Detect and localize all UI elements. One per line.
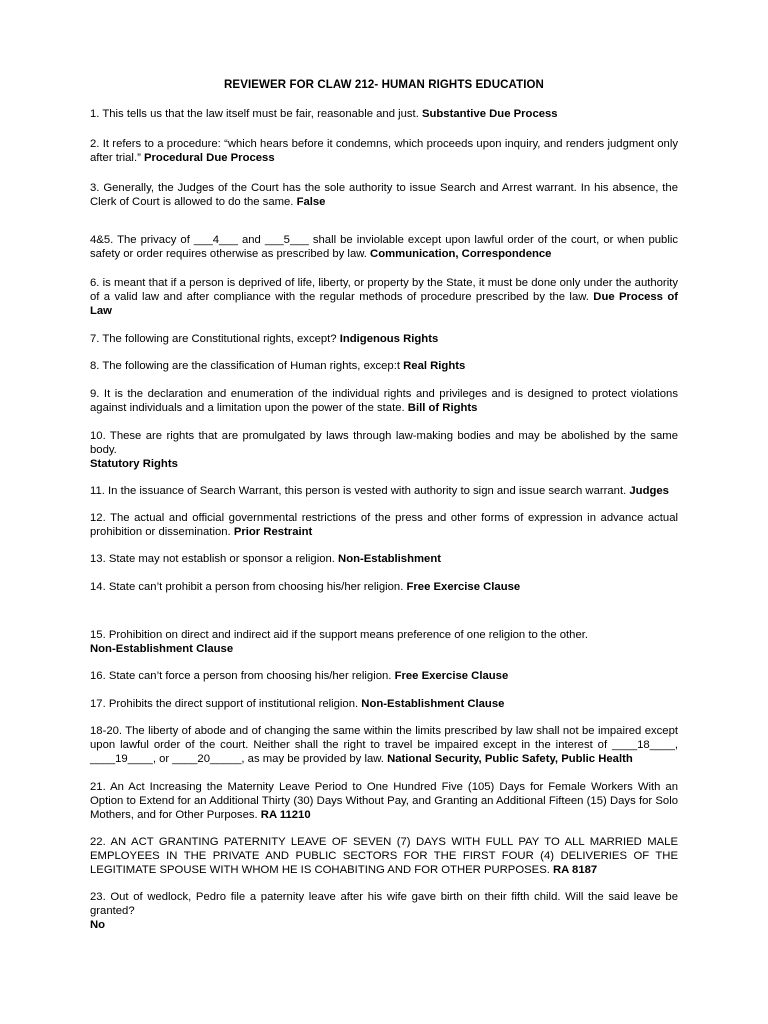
question-text: 1. This tells us that the law itself must be fair, reasonable and just.: [90, 108, 422, 120]
question-text: 12. The actual and official governmental restrictions of the press and other forms of expression in advance actual prohibition or dissemination.: [90, 512, 678, 538]
answer-text: Non-Establishment Clause: [90, 643, 234, 655]
question-text: 14. State can’t prohibit a person from choosing his/her religion.: [90, 581, 407, 593]
answer-text: Substantive Due Process: [421, 108, 558, 120]
question-item: [90, 107, 678, 121]
question-item: [90, 511, 678, 539]
document-title: REVIEWER FOR CLAW 212- HUMAN RIGHTS EDUCATION: [224, 79, 544, 91]
question-item: [90, 233, 678, 261]
question-item: [90, 276, 678, 318]
question-item: [90, 332, 678, 346]
question-item: [90, 181, 678, 209]
answer-text: Free Exercise Clause: [394, 670, 509, 682]
question-text: 7. The following are Constitutional rights, except?: [90, 333, 340, 345]
question-text: 11. In the issuance of Search Warrant, this person is vested with authority to sign and issue search warrant.: [90, 485, 630, 497]
answer-text: National Security, Public Safety, Public Health: [387, 753, 633, 765]
answer-text: Free Exercise Clause: [406, 581, 521, 593]
question-text: 9. It is the declaration and enumeration of the individual rights and privileges and is designed to protect violations against individuals and a limitation upon the power of the state.: [90, 388, 678, 414]
question-item: [90, 628, 678, 656]
answer-text: Prior Restraint: [233, 526, 313, 538]
question-item: [90, 890, 678, 932]
answer-text: Real Rights: [403, 360, 466, 372]
question-item: [90, 484, 678, 498]
answer-text: RA 11210: [260, 809, 311, 821]
answer-text: Non-Establishment: [338, 553, 441, 565]
answer-text: Judges: [629, 485, 669, 497]
question-item: [90, 780, 678, 822]
question-text: 6. is meant that if a person is deprived of life, liberty, or property by the State, it must be done only under the authority of a valid law and after compliance with the regular methods of procedure prescribed by the law.: [90, 277, 678, 303]
answer-text: Bill of Rights: [407, 402, 478, 414]
question-text: 21. An Act Increasing the Maternity Leave Period to One Hundred Five (105) Days for Female Workers With an Option to Extend for an Additional Thirty (30) Days Without Pay, and Granting an Additional Fifteen (15) Days for Solo Mothers, and for Other Purposes.: [90, 781, 678, 821]
question-text: 18-20. The liberty of abode and of changing the same within the limits prescribed by law shall not be impaired except upon lawful order of the court. Neither shall the right to travel be impaired except in the interest of ____18____, ____19____, or ____20_____, as may be provided by law.: [90, 725, 678, 765]
question-text: 13. State may not establish or sponsor a religion.: [90, 553, 339, 565]
answer-text: Indigenous Rights: [339, 333, 439, 345]
question-text: 23. Out of wedlock, Pedro file a paternity leave after his wife gave birth on their fifth child. Will the said leave be granted?: [90, 891, 678, 917]
question-text: 2. It refers to a procedure: “which hears before it condemns, which proceeds upon inquiry, and renders judgment only after trial.”: [90, 138, 678, 164]
question-item: [90, 669, 678, 683]
answer-text: False: [296, 196, 326, 208]
question-text: 15. Prohibition on direct and indirect aid if the support means preference of one religion to the other.: [90, 629, 589, 641]
question-text: 8. The following are the classification of Human rights, excep:t: [90, 360, 404, 372]
question-item: [90, 835, 678, 877]
answer-text: Due Process of Law: [90, 291, 678, 317]
answer-text: Non-Establishment Clause: [361, 698, 505, 710]
question-item: [90, 429, 678, 471]
question-item: [90, 580, 678, 594]
answer-text: RA 8187: [553, 864, 598, 876]
answer-text: No: [90, 919, 106, 931]
question-item: [90, 387, 678, 415]
answer-text: Communication, Correspondence: [370, 248, 552, 260]
question-text: 4&5. The privacy of ___4___ and ___5___ shall be inviolable except upon lawful order of the court, or when public safety or order requires otherwise as prescribed by law.: [90, 234, 678, 260]
question-item: [90, 697, 678, 711]
question-item: [90, 724, 678, 766]
question-text: 3. Generally, the Judges of the Court has the sole authority to issue Search and Arrest warrant. In his absence, the Clerk of Court is allowed to do the same.: [90, 182, 678, 208]
question-text: 16. State can’t force a person from choosing his/her religion.: [90, 670, 395, 682]
question-text: 17. Prohibits the direct support of institutional religion.: [90, 698, 362, 710]
question-text: 22. AN ACT GRANTING PATERNITY LEAVE OF SEVEN (7) DAYS WITH FULL PAY TO ALL MARRIED MALE EMPLOYEES IN THE PRIVATE AND PUBLIC SECTORS FOR THE FIRST FOUR (4) DELIVERIES OF THE LEGITIMATE SPOUSE WITH WHOM HE IS COHABITING AND FOR OTHER PURPOSES.: [90, 836, 678, 876]
answer-text: Procedural Due Process: [144, 152, 275, 164]
question-text: 10. These are rights that are promulgated by laws through law-making bodies and may be abolished by the same body.: [90, 430, 678, 456]
question-item: [90, 137, 678, 165]
question-item: [90, 552, 678, 566]
answer-text: Statutory Rights: [90, 458, 178, 470]
question-item: [90, 359, 678, 373]
